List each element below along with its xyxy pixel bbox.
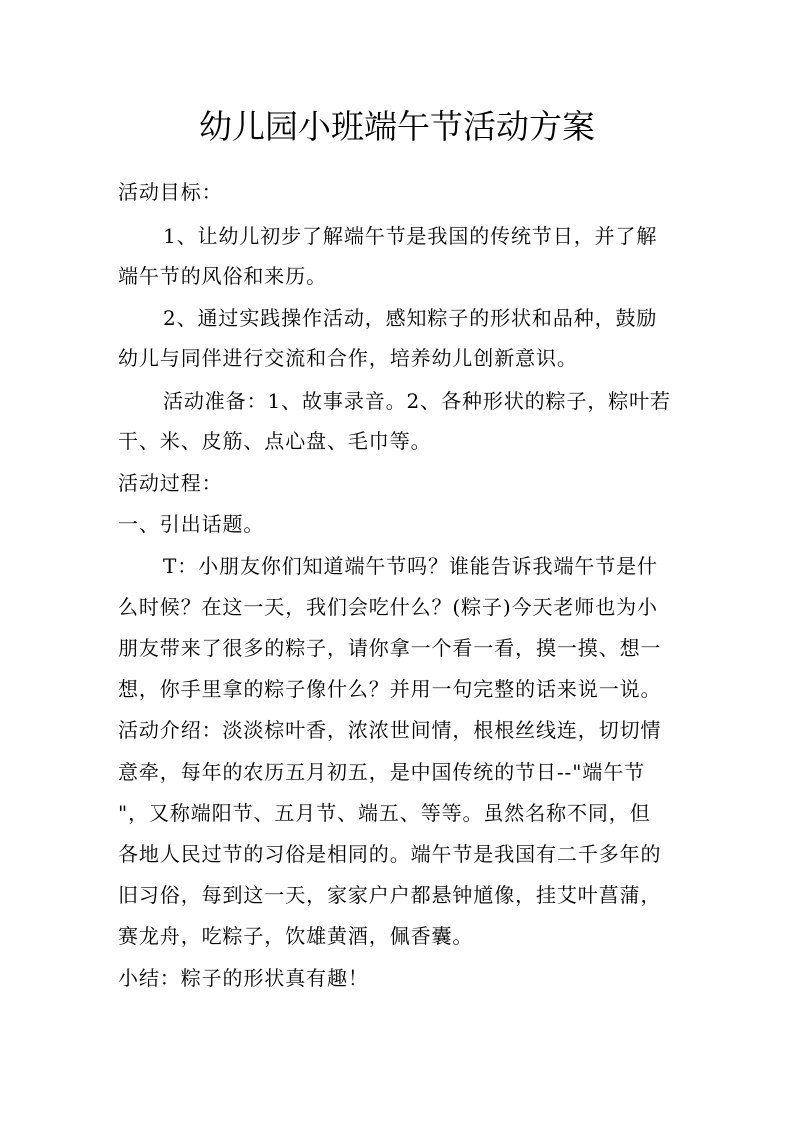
- section-heading-process: 活动过程：: [118, 471, 223, 495]
- document-title: 幼儿园小班端午节活动方案: [199, 107, 595, 146]
- paragraph-line: 意牵，每年的农历五月初五，是中国传统的节日--"端午节: [118, 760, 646, 784]
- paragraph-line: 么时候？在这一天，我们会吃什么？(粽子)今天老师也为小: [118, 595, 658, 619]
- paragraph-line: 1、让幼儿初步了解端午节是我国的传统节日，并了解: [163, 224, 658, 248]
- paragraph-line: 幼儿与同伴进行交流和合作，培养幼儿创新意识。: [118, 346, 578, 370]
- paragraph-line: 干、米、皮筋、点心盘、毛巾等。: [118, 429, 432, 453]
- paragraph-line: 2、通过实践操作活动，感知粽子的形状和品种，鼓励: [163, 306, 658, 330]
- paragraph-line: 活动介绍：淡淡棕叶香，浓浓世间情，根根丝线连，切切情: [118, 718, 662, 742]
- paragraph-line: 赛龙舟，吃粽子，饮雄黄酒，佩香囊。: [118, 924, 474, 948]
- paragraph-line: 端午节的风俗和来历。: [118, 264, 327, 288]
- paragraph-line: 活动准备：1、故事录音。2、各种形状的粽子，粽叶若: [163, 389, 671, 413]
- section-heading-topic: 一、引出话题。: [118, 512, 265, 536]
- paragraph-line: 想，你手里拿的粽子像什么？并用一句完整的话来说一说。: [118, 677, 662, 701]
- paragraph-line: T：小朋友你们知道端午节吗？谁能告诉我端午节是什: [163, 554, 658, 578]
- paragraph-line: 朋友带来了很多的粽子，请你拿一个看一看，摸一摸、想一: [118, 636, 662, 660]
- paragraph-line: "，又称端阳节、五月节、端五、等等。虽然名称不同，但: [118, 801, 651, 825]
- summary-line: 小结：粽子的形状真有趣！: [118, 966, 369, 990]
- paragraph-line: 各地人民过节的习俗是相同的。端午节是我国有二千多年的: [118, 842, 662, 866]
- paragraph-line: 旧习俗，每到这一天，家家户户都悬钟馗像，挂艾叶菖蒲，: [118, 883, 662, 907]
- section-heading-goals: 活动目标：: [118, 180, 223, 204]
